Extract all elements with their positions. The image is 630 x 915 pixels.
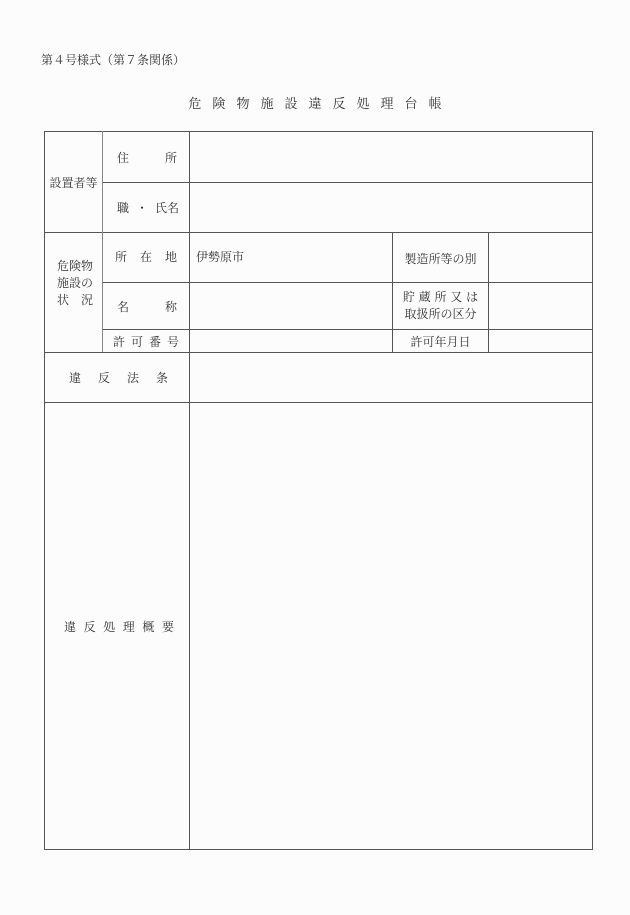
label-char: ・ — [135, 201, 148, 215]
label-line: 取扱所の区分 — [404, 307, 477, 321]
location-label — [103, 233, 189, 282]
label-char: 所 — [115, 250, 128, 264]
facility-section-label — [45, 233, 102, 333]
title-char: 違 — [308, 97, 322, 112]
title-char: 反 — [332, 97, 346, 112]
label-char: 法 — [126, 371, 139, 385]
facility-name-field[interactable] — [190, 283, 392, 329]
position-name-label — [103, 183, 189, 232]
position-name-field[interactable] — [190, 183, 592, 232]
table-border-right — [592, 131, 593, 850]
address-field[interactable] — [190, 132, 592, 182]
label-char: 許 — [113, 334, 126, 349]
label-char: 住 — [117, 150, 130, 165]
title-char: 険 — [212, 97, 226, 112]
label-char: 称 — [164, 299, 177, 314]
label-char: 理 — [122, 619, 135, 634]
title-char: 理 — [380, 97, 394, 112]
permit-number-label — [103, 330, 189, 352]
title-char: 物 — [236, 97, 250, 112]
violation-law-label — [45, 353, 189, 402]
label-char: 在 — [139, 250, 152, 264]
location-field[interactable]: 伊勢原市 — [196, 250, 245, 264]
label-char: 名 — [117, 299, 130, 314]
permit-date-field[interactable] — [489, 330, 592, 352]
label-char: 条 — [155, 371, 168, 385]
facility-name-label — [103, 283, 189, 329]
label-line: 危険物 — [57, 258, 94, 273]
manufacturing-type-label: 製造所等の別 — [404, 252, 477, 266]
label-line: 状 況 — [57, 292, 94, 307]
installer-section-label: 設置者等 — [49, 175, 98, 190]
label-char: 号 — [166, 334, 179, 349]
title-char: 処 — [356, 97, 370, 112]
address-label — [103, 132, 189, 182]
document-title — [0, 93, 630, 112]
title-char: 施 — [260, 97, 274, 112]
label-char: 地 — [164, 250, 177, 264]
label-char: 違 — [64, 619, 77, 634]
label-char: 要 — [161, 619, 174, 634]
form-number: 第４号様式（第７条関係） — [41, 53, 186, 67]
title-char: 台 — [404, 97, 418, 112]
label-char: 氏名 — [154, 201, 179, 215]
title-char: 設 — [284, 97, 298, 112]
violation-summary-field[interactable] — [190, 403, 592, 849]
label-char: 職 — [117, 201, 130, 215]
label-char: 所 — [164, 150, 177, 165]
storage-category-label — [393, 283, 488, 329]
table-border-bottom — [44, 849, 593, 850]
label-char: 可 — [130, 334, 143, 349]
permit-date-label: 許可年月日 — [410, 334, 471, 349]
label-char: 反 — [83, 619, 96, 634]
label-char: 反 — [97, 371, 110, 385]
label-char: 番 — [148, 334, 161, 349]
label-line: 貯 蔵 所 又 は — [402, 290, 479, 304]
violation-law-field[interactable] — [190, 353, 592, 402]
label-char: 違 — [69, 371, 82, 385]
label-char: 概 — [142, 619, 155, 634]
title-char: 帳 — [428, 97, 442, 112]
label-line: 施設の — [57, 275, 94, 290]
violation-summary-label — [45, 403, 189, 849]
storage-category-field[interactable] — [489, 283, 592, 329]
manufacturing-type-field[interactable] — [489, 233, 592, 282]
title-char: 危 — [188, 97, 202, 112]
permit-number-field[interactable] — [190, 330, 392, 352]
label-char: 処 — [103, 619, 116, 634]
